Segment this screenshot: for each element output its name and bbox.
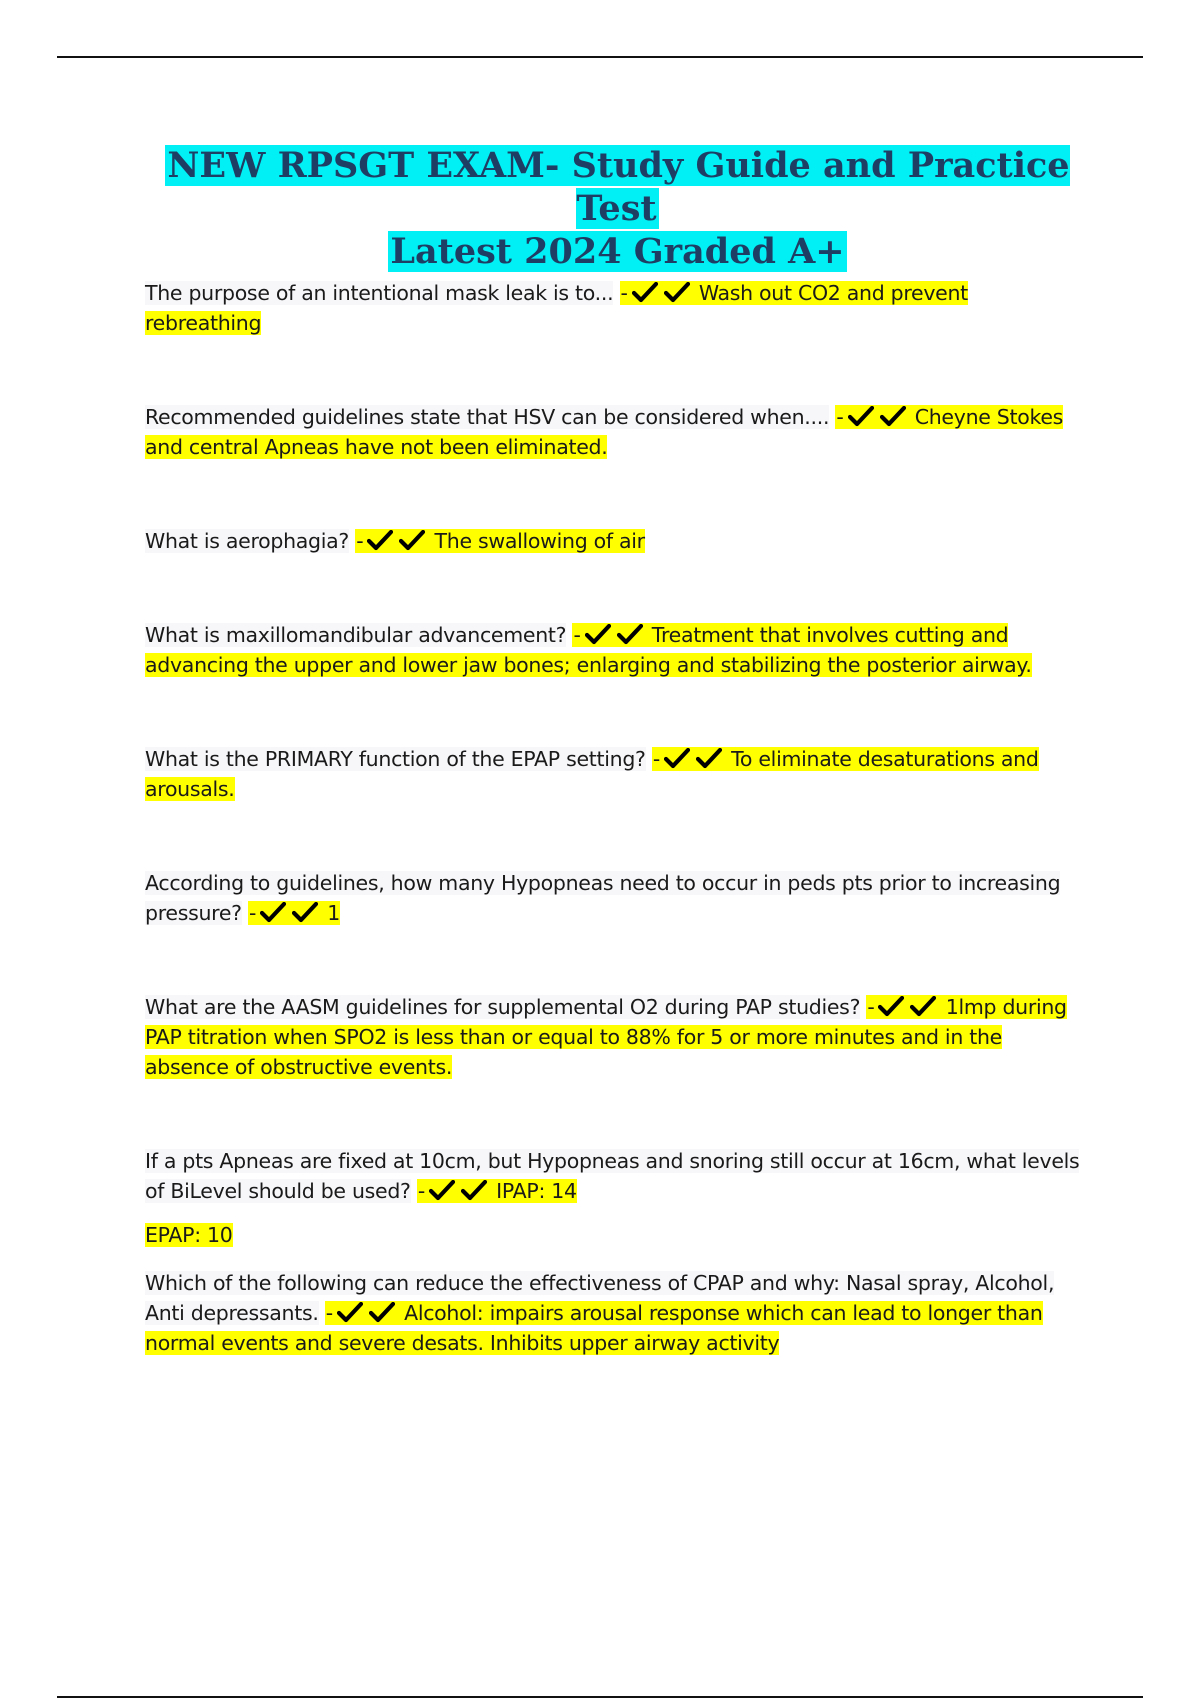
checkmark-icon [399, 530, 425, 552]
answer-highlight [417, 1179, 577, 1203]
bottom-rule [57, 1696, 1143, 1698]
checkmark-icon [910, 996, 936, 1018]
checkmark-icon [260, 902, 286, 924]
checkmark-icon [585, 624, 611, 646]
checkmark-icon [880, 406, 906, 428]
answer-text: Wash out CO2 and prevent rebreathing [145, 281, 968, 335]
qa-paragraph [145, 1268, 1085, 1358]
checkmark-icon [461, 1180, 487, 1202]
answer-text: 1lmp during PAP titration when SPO2 is less than or equal to 88% for 5 or more minutes and in the absence of obstructive events. [145, 995, 1067, 1079]
qa-item [145, 868, 1085, 928]
top-rule [57, 56, 1143, 58]
question-text: What is the PRIMARY function of the EPAP setting? [145, 747, 646, 771]
answer-extra-line [145, 1220, 1085, 1250]
checkmark-icon [878, 996, 904, 1018]
answer-text: Cheyne Stokes and central Apneas have not been eliminated. [145, 405, 1064, 459]
separator-dash: - [325, 1301, 333, 1325]
question-text: According to guidelines, how many Hypopneas need to occur in peds pts prior to increasing pressure? [145, 871, 1061, 925]
answer-text: Treatment that involves cutting and advancing the upper and lower jaw bones; enlarging and stabilizing the posterior airway. [145, 623, 1032, 677]
title-line-1: NEW RPSGT EXAM- Study Guide and Practice Test [167, 145, 1070, 229]
qa-item [145, 744, 1085, 804]
question-text: What are the AASM guidelines for supplemental O2 during PAP studies? [145, 995, 861, 1019]
title-line-2: Latest 2024 Graded A+ [390, 231, 845, 272]
answer-text: The swallowing of air [434, 529, 645, 553]
separator-dash: - [417, 1179, 425, 1203]
checkmark-icon [664, 282, 690, 304]
separator-dash: - [620, 281, 628, 305]
answer-highlight [248, 901, 340, 925]
checkmark-icon [369, 1302, 395, 1324]
answer-highlight [355, 529, 645, 553]
qa-paragraph [145, 620, 1085, 680]
qa-paragraph [145, 402, 1085, 462]
question-text: Which of the following can reduce the effectiveness of CPAP and why: Nasal spray, Alcohol, Anti depressants. [145, 1271, 1055, 1325]
qa-paragraph [145, 868, 1085, 928]
checkmark-icon [696, 748, 722, 770]
checkmark-icon [337, 1302, 363, 1324]
separator-dash: - [356, 529, 364, 553]
checkmark-icon [617, 624, 643, 646]
answer-extra-text: EPAP: 10 [145, 1223, 233, 1247]
qa-item [145, 402, 1085, 462]
qa-list [145, 278, 1085, 1422]
qa-item [145, 992, 1085, 1082]
separator-dash: - [573, 623, 581, 647]
question-text: What is aerophagia? [145, 529, 349, 553]
separator-dash: - [836, 405, 844, 429]
checkmark-icon [292, 902, 318, 924]
qa-paragraph [145, 1146, 1085, 1206]
document-title [120, 144, 1115, 273]
qa-item [145, 526, 1085, 556]
qa-paragraph [145, 744, 1085, 804]
checkmark-icon [664, 748, 690, 770]
question-text: What is maxillomandibular advancement? [145, 623, 567, 647]
answer-text: IPAP: 14 [496, 1179, 577, 1203]
qa-item [145, 620, 1085, 680]
qa-paragraph [145, 992, 1085, 1082]
separator-dash: - [652, 747, 660, 771]
answer-text: To eliminate desaturations and arousals. [145, 747, 1039, 801]
question-text: Recommended guidelines state that HSV can be considered when.... [145, 405, 830, 429]
qa-paragraph [145, 278, 1085, 338]
question-text: If a pts Apneas are fixed at 10cm, but Hypopneas and snoring still occur at 16cm, what levels of BiLevel should be used? [145, 1149, 1080, 1203]
answer-text: 1 [327, 901, 341, 925]
qa-item [145, 1146, 1085, 1250]
question-text: The purpose of an intentional mask leak is to... [145, 281, 614, 305]
qa-item [145, 278, 1085, 338]
checkmark-icon [367, 530, 393, 552]
checkmark-icon [429, 1180, 455, 1202]
checkmark-icon [632, 282, 658, 304]
separator-dash: - [867, 995, 875, 1019]
qa-item [145, 1268, 1085, 1358]
separator-dash: - [248, 901, 257, 925]
qa-paragraph [145, 526, 1085, 556]
answer-text: Alcohol: impairs arousal response which can lead to longer than normal events and severe desats. Inhibits upper airway activity [145, 1301, 1043, 1355]
checkmark-icon [848, 406, 874, 428]
